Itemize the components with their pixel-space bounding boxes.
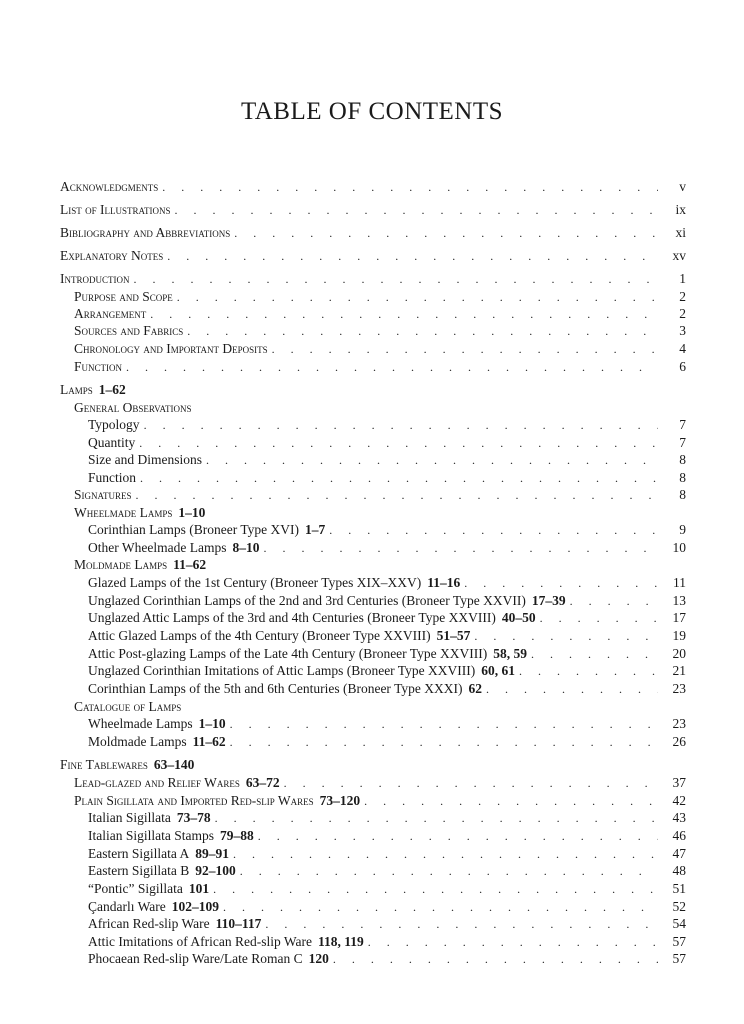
toc-entry-page-number: 43 [672, 810, 686, 825]
toc-entry-label: Other Wheelmade Lamps [88, 540, 227, 555]
toc-entry-catalogue-numbers: 40–50 [501, 610, 536, 625]
dot-leader [213, 880, 658, 898]
toc-entry [60, 574, 686, 592]
toc-entry-label: Lead-glazed and Relief Wares [74, 775, 240, 790]
toc-entry-page-number: 23 [672, 681, 686, 696]
dot-leader [570, 592, 658, 610]
dot-leader [150, 305, 658, 323]
toc-entry-page-number: 2 [679, 289, 686, 304]
toc-entry-catalogue-numbers: 110–117 [215, 916, 262, 931]
toc-entry [60, 950, 686, 968]
toc-entry-page-number: 8 [679, 470, 686, 485]
dot-leader [474, 627, 658, 645]
toc-entry-label: Attic Glazed Lamps of the 4th Century (Broneer Type XXVIII) [88, 628, 431, 643]
dot-leader [187, 322, 658, 340]
toc-entry-catalogue-numbers: 11–62 [173, 557, 207, 572]
toc-entry-label: Wheelmade Lamps [74, 505, 173, 520]
toc-entry [60, 627, 686, 645]
dot-leader [364, 792, 658, 810]
toc-entry-catalogue-numbers: 118, 119 [317, 934, 364, 949]
dot-leader [126, 358, 658, 376]
toc-entry [60, 288, 686, 306]
toc-entry-page-number: 46 [672, 828, 686, 843]
toc-entry-page-number: 1 [679, 271, 686, 286]
toc-entry [60, 733, 686, 751]
toc-entry-page-number: 6 [679, 359, 686, 374]
toc-entry [60, 845, 686, 863]
dot-leader [540, 609, 658, 627]
dot-leader [265, 915, 658, 933]
toc-entry-label: Plain Sigillata and Imported Red-slip Wares [74, 793, 314, 808]
toc-entry-label: List of Illustrations [60, 202, 171, 217]
toc-entry-page-number: 3 [679, 323, 686, 338]
toc-entry-label: Unglazed Corinthian Imitations of Attic Lamps (Broneer Type XXVIII) [88, 663, 476, 678]
toc-entry-catalogue-numbers: 73–78 [176, 810, 211, 825]
dot-leader [519, 662, 658, 680]
toc-entry-page-number: 47 [672, 846, 686, 861]
toc-entry-label: Italian Sigillata Stamps [88, 828, 214, 843]
toc-entry-page-number: 10 [672, 540, 686, 555]
toc-entry [60, 592, 686, 610]
toc-entry-page-number: 17 [672, 610, 686, 625]
toc-entry-label: Unglazed Attic Lamps of the 3rd and 4th Centuries (Broneer Type XXVIII) [88, 610, 496, 625]
toc-entry [60, 381, 686, 399]
toc-entry-label: Attic Imitations of African Red-slip Ware [88, 934, 312, 949]
toc-entry-label: Catalogue of Lamps [74, 699, 182, 714]
toc-entry-page-number: 4 [679, 341, 686, 356]
toc-entry-catalogue-numbers: 102–109 [171, 899, 220, 914]
toc-entry-page-number: 20 [672, 646, 686, 661]
toc-entry-label: Wheelmade Lamps [88, 716, 193, 731]
dot-leader [284, 774, 658, 792]
toc-entry-page-number: 51 [672, 881, 686, 896]
toc-entry-page-number: 26 [672, 734, 686, 749]
dot-leader [134, 270, 659, 288]
toc-entry-page-number: v [679, 179, 686, 194]
toc-entry-page-number: 7 [679, 435, 686, 450]
dot-leader [177, 288, 658, 306]
dot-leader [258, 827, 658, 845]
dot-leader [140, 469, 658, 487]
toc-entry-page-number: ix [675, 202, 686, 217]
toc-entry [60, 504, 686, 522]
toc-entry-page-number: 21 [672, 663, 686, 678]
toc-entry-page-number: 57 [672, 934, 686, 949]
toc-entry [60, 698, 686, 716]
dot-leader [223, 898, 658, 916]
toc-entry-page-number: 11 [673, 575, 686, 590]
toc-entry-catalogue-numbers: 89–91 [195, 846, 229, 861]
dot-leader [368, 933, 658, 951]
toc-entry [60, 809, 686, 827]
toc-entry-page-number: 57 [672, 951, 686, 966]
toc-entry-label: Explanatory Notes [60, 248, 164, 263]
toc-entry [60, 224, 686, 242]
toc-entry-label: Arrangement [74, 306, 147, 321]
toc-entry-page-number: 13 [672, 593, 686, 608]
dot-leader [531, 645, 658, 663]
toc-entry [60, 609, 686, 627]
toc-entry-catalogue-numbers: 17–39 [531, 593, 566, 608]
toc-entry-catalogue-numbers: 51–57 [436, 628, 471, 643]
toc-entry [60, 305, 686, 323]
dot-leader [240, 862, 658, 880]
toc-entry-catalogue-numbers: 8–10 [232, 540, 260, 555]
toc-entry-label: Corinthian Lamps (Broneer Type XVI) [88, 522, 300, 537]
toc-entry-catalogue-numbers: 1–62 [98, 382, 126, 397]
toc-entry [60, 201, 686, 219]
toc-entry [60, 399, 686, 417]
toc-entry-label: Corinthian Lamps of the 5th and 6th Centuries (Broneer Type XXXI) [88, 681, 463, 696]
toc-entry-label: African Red-slip Ware [88, 916, 210, 931]
toc-entry [60, 416, 686, 434]
toc-entry [60, 556, 686, 574]
dot-leader [329, 521, 658, 539]
toc-entry [60, 451, 686, 469]
toc-entry-label: Size and Dimensions [88, 452, 202, 467]
toc-entry [60, 178, 686, 196]
toc-entry-page-number: 37 [672, 775, 686, 790]
toc-entry-catalogue-numbers: 79–88 [219, 828, 254, 843]
toc-entry-page-number: 2 [679, 306, 686, 321]
toc-entry [60, 434, 686, 452]
toc-entry-label: Chronology and Important Deposits [74, 341, 268, 356]
page-title: TABLE OF CONTENTS [240, 98, 504, 125]
toc-entry [60, 715, 686, 733]
toc-entry-label: Italian Sigillata [88, 810, 171, 825]
toc-entry-catalogue-numbers: 1–10 [178, 505, 206, 520]
toc-entry [60, 340, 686, 358]
toc-entry-page-number: 8 [679, 487, 686, 502]
toc-entry [60, 933, 686, 951]
dot-leader [333, 950, 658, 968]
dot-leader [206, 451, 658, 469]
toc-entry-catalogue-numbers: 92–100 [195, 863, 236, 878]
toc-entry [60, 880, 686, 898]
toc-entry [60, 645, 686, 663]
toc-entry-label: Çandarlı Ware [88, 899, 166, 914]
toc-entry-label: Acknowledgments [60, 179, 159, 194]
toc-entry [60, 521, 686, 539]
toc-entry [60, 358, 686, 376]
toc-entry-label: Phocaean Red-slip Ware/Late Roman C [88, 951, 303, 966]
toc-entry-catalogue-numbers: 62 [468, 681, 482, 696]
toc-entry [60, 322, 686, 340]
toc-entry-label: Attic Post-glazing Lamps of the Late 4th Century (Broneer Type XXVIII) [88, 646, 488, 661]
dot-leader [486, 680, 658, 698]
toc-entry-label: Lamps [60, 382, 93, 397]
toc-entry-label: Quantity [88, 435, 136, 450]
dot-leader [136, 486, 658, 504]
toc-entry [60, 774, 686, 792]
toc-entry-label: Signatures [74, 487, 132, 502]
toc-entry-label: General Observations [74, 400, 192, 415]
dot-leader [175, 201, 659, 219]
dot-leader [272, 340, 658, 358]
toc-entry-catalogue-numbers: 1–7 [305, 522, 326, 537]
toc-entry-page-number: 52 [672, 899, 686, 914]
toc-entry-page-number: 48 [672, 863, 686, 878]
toc-entry [60, 539, 686, 557]
toc-entry-label: Eastern Sigillata A [88, 846, 190, 861]
toc-entry-page-number: xi [675, 225, 686, 240]
toc-entry-page-number: 42 [672, 793, 686, 808]
toc-entry-page-number: 54 [672, 916, 686, 931]
toc-entry-label: Glazed Lamps of the 1st Century (Broneer Types XIX–XXV) [88, 575, 422, 590]
toc-entry-page-number: 9 [679, 522, 686, 537]
toc-entry [60, 486, 686, 504]
toc-entry-page-number: xv [672, 248, 686, 263]
toc-entry-label: Purpose and Scope [74, 289, 173, 304]
toc-entry-catalogue-numbers: 11–16 [427, 575, 461, 590]
toc-entry-page-number: 7 [679, 417, 686, 432]
dot-leader [215, 809, 658, 827]
toc-entry-label: Unglazed Corinthian Lamps of the 2nd and 3rd Centuries (Broneer Type XXVII) [88, 593, 526, 608]
dot-leader [162, 178, 658, 196]
toc-entry [60, 915, 686, 933]
dot-leader [464, 574, 658, 592]
toc-entry-catalogue-numbers: 60, 61 [481, 663, 515, 678]
toc-entry-catalogue-numbers: 1–10 [198, 716, 226, 731]
toc-entry-catalogue-numbers: 11–62 [192, 734, 226, 749]
toc-entry-catalogue-numbers: 120 [308, 951, 329, 966]
toc-entry-label: “Pontic” Sigillata [88, 881, 183, 896]
dot-leader [230, 715, 658, 733]
dot-leader [139, 434, 658, 452]
toc-entry-page-number: 8 [679, 452, 686, 467]
toc-entry [60, 898, 686, 916]
toc-entry-page-number: 19 [672, 628, 686, 643]
toc-entry [60, 680, 686, 698]
dot-leader [263, 539, 658, 557]
toc-entry [60, 827, 686, 845]
toc-entry-catalogue-numbers: 101 [188, 881, 210, 896]
toc-entry [60, 247, 686, 265]
toc-entry-label: Introduction [60, 271, 130, 286]
toc-entry [60, 792, 686, 810]
toc-entry-label: Moldmade Lamps [74, 557, 168, 572]
toc-entry-catalogue-numbers: 58, 59 [493, 646, 527, 661]
toc-entry [60, 270, 686, 288]
toc-entry-label: Moldmade Lamps [88, 734, 187, 749]
dot-leader [230, 733, 658, 751]
toc-entry-label: Bibliography and Abbreviations [60, 225, 231, 240]
toc-entry-page-number: 23 [672, 716, 686, 731]
toc-entry-catalogue-numbers: 63–72 [245, 775, 280, 790]
dot-leader [167, 247, 658, 265]
toc-entry-label: Function [88, 470, 137, 485]
toc-entry-label: Sources and Fabrics [74, 323, 184, 338]
dot-leader [144, 416, 658, 434]
toc-entry [60, 756, 686, 774]
toc-entry-label: Fine Tablewares [60, 757, 148, 772]
toc-entry-label: Eastern Sigillata B [88, 863, 190, 878]
dot-leader [233, 845, 658, 863]
toc-entry [60, 662, 686, 680]
toc-entry-catalogue-numbers: 63–140 [153, 757, 195, 772]
toc-entry-catalogue-numbers: 73–120 [319, 793, 361, 808]
toc-entry-label: Function [74, 359, 123, 374]
toc-entry [60, 469, 686, 487]
dot-leader [234, 224, 658, 242]
toc-entry-label: Typology [88, 417, 140, 432]
toc-entry [60, 862, 686, 880]
